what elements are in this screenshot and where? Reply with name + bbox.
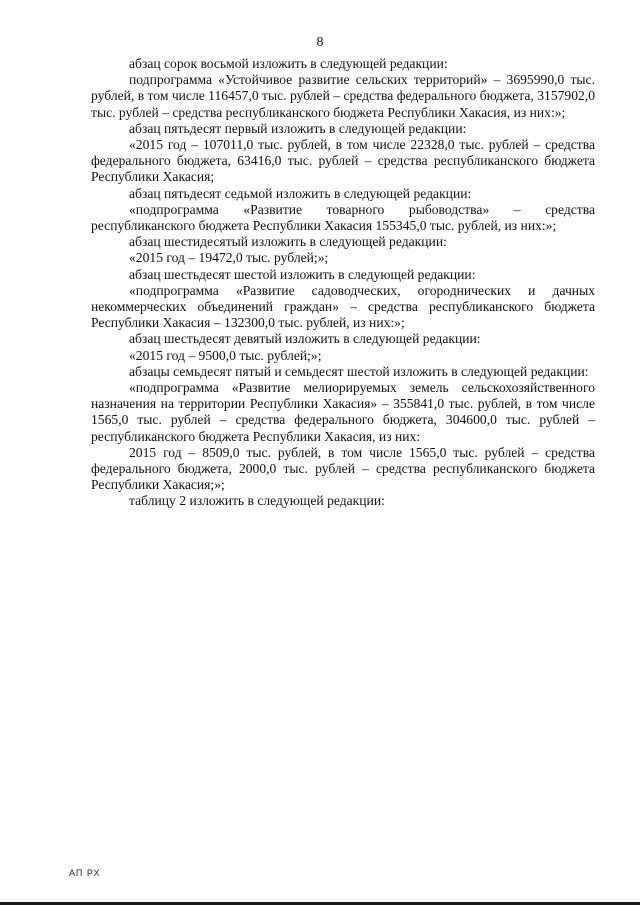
paragraph: «подпрограмма «Развитие садоводческих, огороднических и дачных некоммерческих объединений граждан» – средства республиканского бюджета Республики Хакасия – 132300,0 тыс. рублей, из них:»; — [91, 282, 595, 331]
paragraph: абзац шестьдесят девятый изложить в следующей редакции: — [129, 331, 481, 347]
paragraph: «подпрограмма «Развитие товарного рыбоводства» – средства республиканского бюджета Республики Хакасия 155345,0 тыс. рублей, из них:»; — [91, 201, 595, 234]
paragraph: абзацы семьдесят пятый и семьдесят шестой изложить в следующей редакции: — [129, 363, 589, 379]
paragraph: абзац шестидесятый изложить в следующей редакции: — [129, 234, 447, 250]
paragraph: «подпрограмма «Развитие мелиорируемых земель сельскохозяйственного назначения на территории Республики Хакасия» – 355841,0 тыс. рублей, в том числе 1565,0 тыс. рублей – средства федерального бюджета, 304600,0 тыс. рублей – республиканского бюджета Республики Хакасия, из них: — [91, 380, 595, 444]
page-number: 8 — [316, 35, 324, 50]
footer-mark: АП РХ — [69, 868, 101, 878]
paragraph: 2015 год – 8509,0 тыс. рублей, в том числе 1565,0 тыс. рублей – средства федерального бюджета, 2000,0 тыс. рублей – средства республиканского бюджета Республики Хакасия;»; — [91, 444, 595, 493]
paragraph: абзац шестьдесят шестой изложить в следующей редакции: — [129, 266, 476, 282]
paragraph: абзац сорок восьмой изложить в следующей редакции: — [129, 56, 448, 71]
paragraph: «2015 год – 9500,0 тыс. рублей;»; — [129, 347, 322, 363]
paragraph: подпрограмма «Устойчивое развитие сельских территорий» – 3695990,0 тыс. рублей, в том числе 116457,0 тыс. рублей – средства федерального бюджета, 3157902,0 тыс. рублей – средства республиканского бюджета Республики Хакасия, из них:»; — [91, 72, 596, 120]
paragraph: таблицу 2 изложить в следующей редакции: — [129, 493, 385, 509]
paragraph: абзац пятьдесят первый изложить в следующей редакции: — [129, 120, 467, 136]
paragraph: «2015 год – 19472,0 тыс. рублей;»; — [129, 250, 329, 266]
paragraph: абзац пятьдесят седьмой изложить в следующей редакции: — [129, 185, 472, 201]
paragraph: «2015 год – 107011,0 тыс. рублей, в том числе 22328,0 тыс. рублей – средства федерального бюджета, 63416,0 тыс. рублей – средства республиканского бюджета Республики Хакасия; — [91, 137, 595, 185]
document-body — [91, 56, 595, 510]
